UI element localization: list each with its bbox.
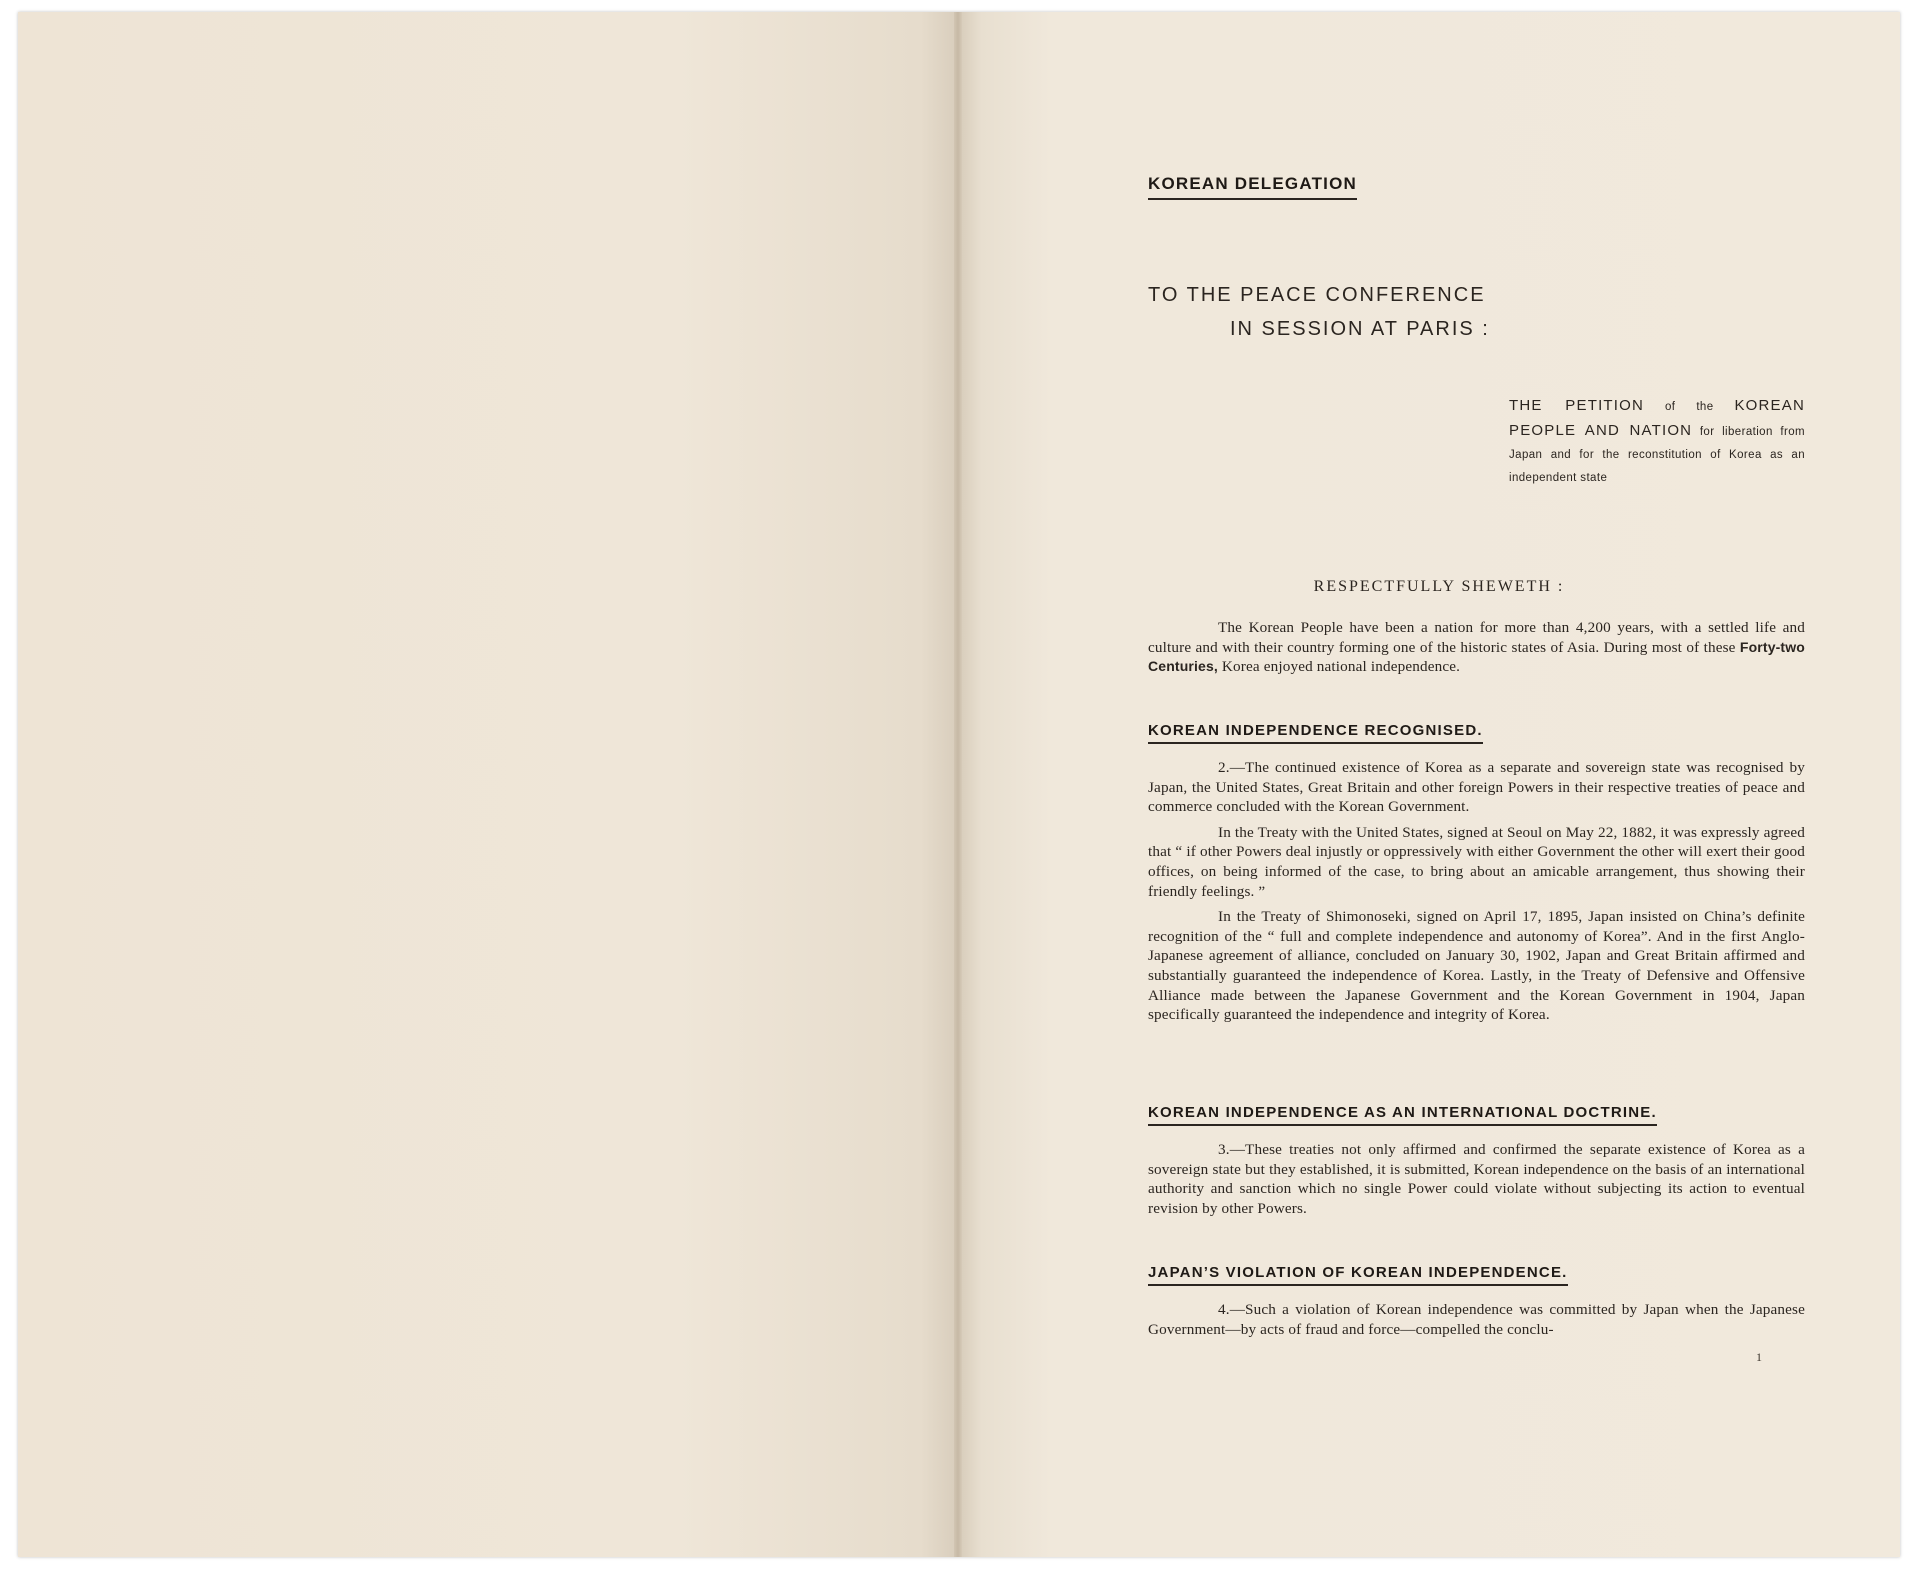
section-heading-violation: JAPAN’S VIOLATION OF KOREAN INDEPENDENCE. — [1148, 1264, 1568, 1286]
book-gutter — [954, 12, 962, 1557]
conference-address — [1148, 278, 1490, 346]
salutation: RESPECTFULLY SHEWETH : — [1313, 578, 1565, 595]
address-line-1: TO THE PEACE CONFERENCE — [1148, 284, 1486, 306]
section-body-violation — [1148, 1300, 1805, 1339]
intro-paragraph — [1148, 618, 1805, 677]
paragraph-us-treaty: In the Treaty with the United States, signed at Seoul on May 22, 1882, it was expressly agreed that “ if other Powers deal injustly or oppressively with either Government the other will exert their good offices, on being informed of the case, to bring about an amicable arrangement, thus showing their friendly feelings. ” — [1148, 823, 1805, 900]
intro-text-before: The Korean People have been a nation for more than 4,200 years, with a settled life and culture and with their country forming one of the historic states of Asia. During most of these — [1148, 619, 1805, 656]
paragraph-3: 3.—These treaties not only affirmed and confirmed the separate existence of Korea as a sovereign state but they established, it is submitted, Korean independence on the basis of an international authority and sanction which no single Power could violate without subjecting its action to eventual revision by other Powers. — [1148, 1141, 1805, 1217]
intro-emphasis: Forty-two Centuries, — [1148, 638, 1805, 675]
intro-text-after: Korea enjoyed national independence. — [1217, 658, 1461, 676]
section-heading-doctrine: KOREAN INDEPENDENCE AS AN INTERNATIONAL DOCTRINE. — [1148, 1104, 1657, 1126]
petition-caps-2: KOREAN PEOPLE AND NATION — [1509, 397, 1805, 439]
address-line-2: IN SESSION AT PARIS : — [1230, 318, 1490, 340]
section-body-doctrine — [1148, 1140, 1805, 1218]
paragraph-2: 2.—The continued existence of Korea as a separate and sovereign state was recognised by Japan, the United States, Great Britain and other foreign Powers in their respective treaties of peace and commerce concluded with the Korean Government. — [1148, 759, 1805, 816]
open-book-spread — [18, 12, 1900, 1557]
right-page — [958, 12, 1900, 1557]
left-blank-page — [18, 12, 958, 1557]
delegation-header: KOREAN DELEGATION — [1148, 174, 1357, 200]
paragraph-4: 4.—Such a violation of Korean independence was committed by Japan when the Japanese Government—by acts of fraud and force—compelled the conclu- — [1148, 1301, 1805, 1338]
petition-title — [1509, 394, 1805, 490]
section-heading-recognised: KOREAN INDEPENDENCE RECOGNISED. — [1148, 722, 1483, 744]
petition-text-2: for liberation from Japan and for the reconstitution of Korea as an independent state — [1509, 426, 1805, 484]
petition-caps-1: THE PETITION — [1509, 397, 1645, 414]
paragraph-shimonoseki: In the Treaty of Shimonoseki, signed on April 17, 1895, Japan insisted on China’s definite recognition of the “ full and complete independence and autonomy of Korea”. And in the first Anglo-Japanese agreement of alliance, concluded on January 30, 1902, Japan and Great Britain affirmed and substantially guaranteed the independence of Korea. Lastly, in the Treaty of Defensive and Offensive Alliance made between the Japanese Government and the Korean Government in 1904, Japan specifically guaranteed the independence and integrity of Korea. — [1148, 908, 1805, 1024]
section-body-recognised — [1148, 758, 1805, 1025]
petition-text-1: of the — [1644, 401, 1735, 413]
page-number: 1 — [1756, 1350, 1762, 1364]
